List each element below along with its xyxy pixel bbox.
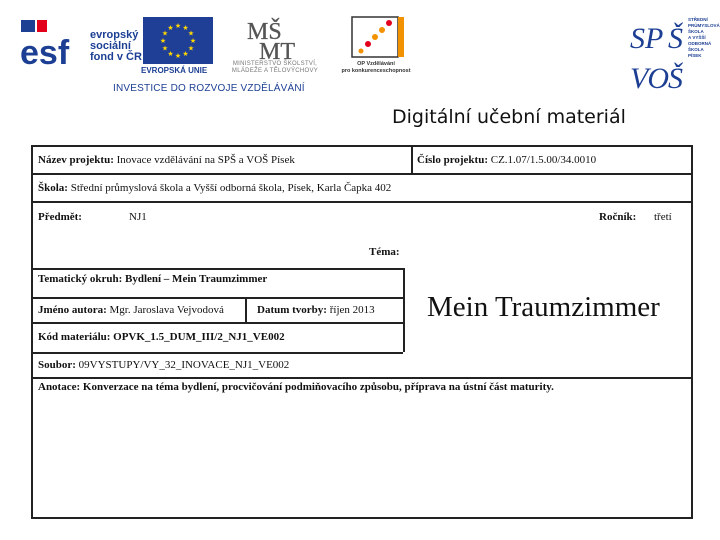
school-logo-line: STŘEDNÍ [688,17,708,22]
svg-text:SP: SP [630,22,664,55]
thematic-area: Tematický okruh: Bydlení – Mein Traumzimmer [38,273,268,285]
school-logo-line: PÍSEK [688,53,702,58]
eu-star-icon: ★ [161,44,169,53]
author-value: Mgr. Jaroslava Vejvodová [106,304,224,316]
topic-title: Mein Traumzimmer [427,291,660,323]
sps-vos-logo [628,14,686,94]
esf-caption [90,30,142,63]
eu-star-icon: ★ [167,24,174,32]
school-logo-line: ŠKOLA [688,29,704,34]
svg-text:Š: Š [668,62,683,94]
grade-value: třetí [654,211,672,223]
investment-slogan: INVESTICE DO ROZVOJE VZDĚLÁVÁNÍ [113,83,305,94]
author-field [38,304,224,316]
op-vk-logo [344,14,408,60]
row-divider [33,322,403,324]
eu-star-icon: ★ [187,44,195,53]
project-number-value: CZ.1.07/1.5.00/34.0010 [488,154,597,166]
project-number-field [417,154,596,166]
esf-logo [18,18,82,70]
row-divider [33,201,691,203]
eu-star-icon: ★ [174,22,182,30]
eu-star-icon: ★ [174,52,182,60]
row-divider [33,352,403,354]
eu-star-icon: ★ [189,37,197,45]
eu-star-icon: ★ [182,24,189,32]
row-divider [33,268,403,270]
material-code: Kód materiálu: OPVK_1.5_DUM_III/2_NJ1_VE002 [38,331,285,343]
file-value: 09VYSTUPY/VY_32_INOVACE_NJ1_VE002 [75,359,290,371]
project-name-value: Inovace vzdělávání na SPŠ a VOŠ Písek [113,154,295,166]
author-label: Jméno autora: [38,304,107,316]
document-info-table [31,145,693,519]
eu-flag-icon [143,17,213,64]
school-logo-line: ŠKOLA [688,47,704,52]
eu-star-icon: ★ [182,50,189,58]
svg-text:MŠ: MŠ [247,19,282,45]
op-caption-line: pro konkurenceschopnost [341,68,411,74]
eu-star-icon: ★ [161,29,169,38]
school-value: Střední průmyslová škola a Vyšší odborná škola, Písek, Karla Čapka 402 [67,182,392,194]
msmt-logo [245,15,305,61]
row-divider [33,173,691,175]
file-label: Soubor: [38,359,76,371]
school-label: Škola: [38,182,68,194]
esf-caption-line: evropský [90,29,139,41]
created-field [257,304,375,316]
created-label: Datum tvorby: [257,304,327,316]
op-vk-caption [336,61,416,75]
grade-label: Ročník: [599,211,637,223]
column-divider [411,147,413,173]
school-logo-caption [688,17,718,59]
column-divider [245,297,247,322]
eu-star-icon: ★ [187,29,195,38]
project-name-field [38,154,295,166]
subject-value: NJ1 [129,211,147,223]
school-field [38,182,391,194]
msmt-caption-line: MLÁDEŽE A TĚLOVÝCHOVY [231,68,319,74]
eu-star-icon: ★ [167,50,174,58]
created-value: říjen 2013 [326,304,375,316]
subject-label: Předmět: [38,211,82,223]
esf-caption-line: sociální [90,40,131,52]
school-logo-line: A VYŠŠÍ [688,35,706,40]
school-logo-line: PRŮMYSLOVÁ [688,23,720,28]
eu-star-icon: ★ [159,37,167,45]
row-divider [33,377,691,379]
eu-label: EVROPSKÁ UNIE [141,66,208,75]
svg-text:MT: MT [259,39,295,61]
project-name-label: Název projektu: [38,154,114,166]
row-divider [33,297,403,299]
topic-label: Téma: [369,246,400,258]
svg-text:VO: VO [630,62,670,94]
esf-mark-text: esf [20,34,70,70]
msmt-caption [215,61,335,75]
project-number-label: Číslo projektu: [417,154,488,166]
annotation: Anotace: Konverzace na téma bydlení, procvičování podmiňovacího způsobu, příprava na ústní část maturity. [38,381,554,393]
msmt-caption-line: MINISTERSTVO ŠKOLSTVÍ, [232,61,318,67]
esf-caption-line: fond v ČR [90,51,142,63]
svg-text:Š: Š [668,22,683,55]
school-logo-line: ODBORNÁ [688,41,712,46]
column-divider [403,268,405,352]
file-field [38,359,289,371]
op-caption-line: OP Vzdělávání [357,61,395,67]
page-title: Digitální učební materiál [392,106,626,128]
